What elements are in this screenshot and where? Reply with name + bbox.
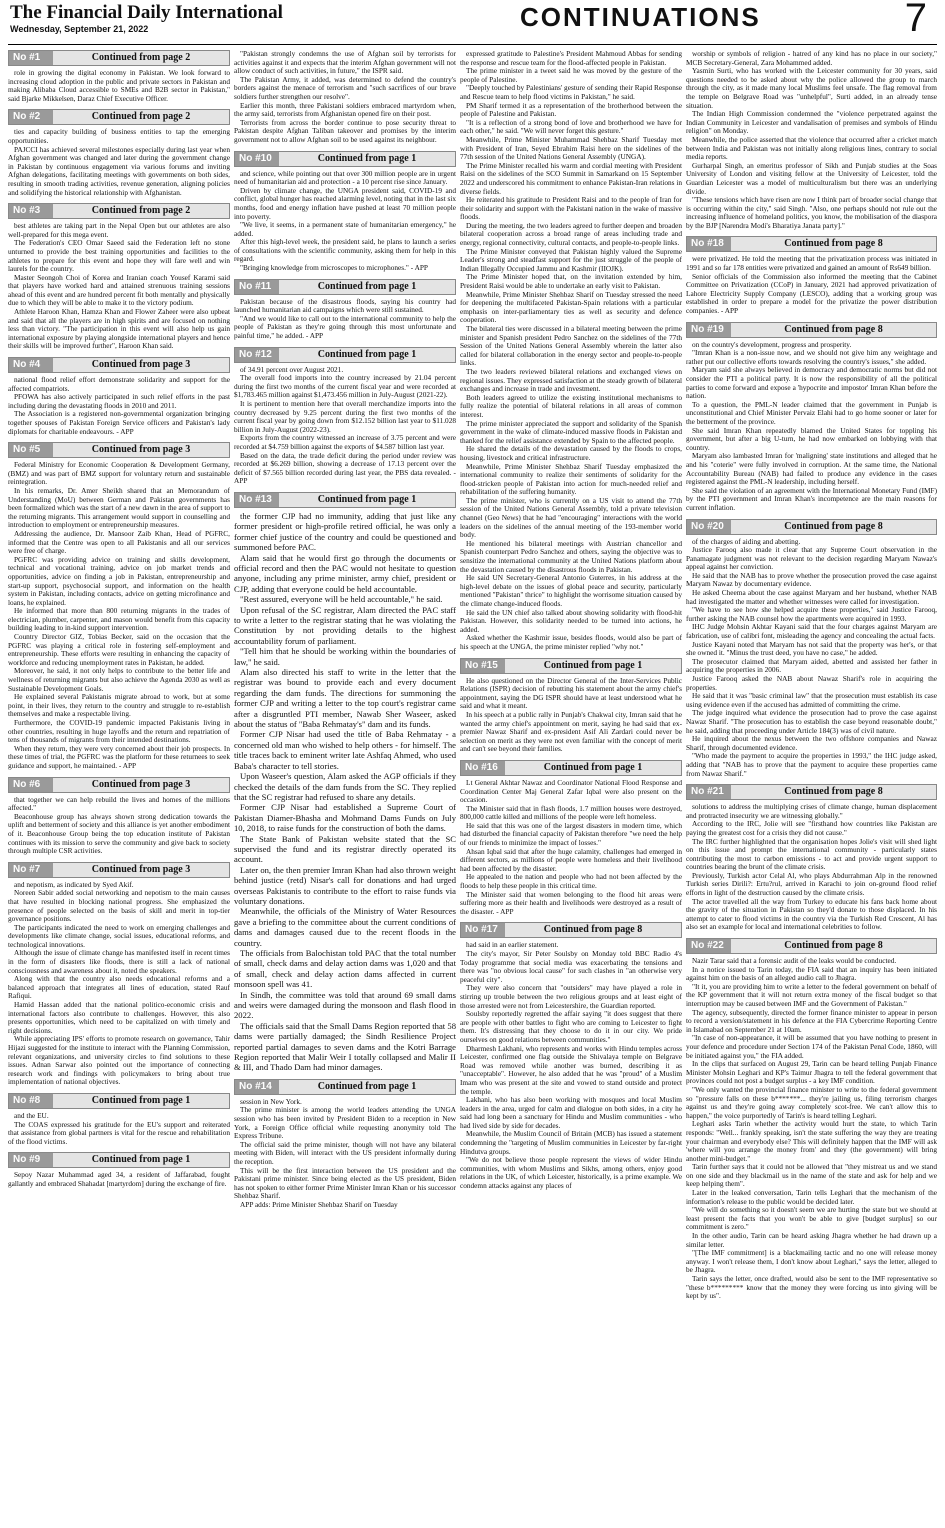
article-paragraph: Meanwhile, the officials of the Ministry of Water Resources gave a briefing to the committee about the current conditions of dams and damages caused due to the recent floods in the country. <box>234 906 456 948</box>
continuation-number: No #22 <box>687 939 731 953</box>
column-2 <box>234 50 456 1524</box>
article-paragraph: and the EU. <box>14 1110 49 1120</box>
article-paragraph: In his speech at a public rally in Punjab's Chakwal city, Imran said that he wanted the army chief's appointment on merit, saying he had said that ex-premier Nawaz Sharif and ex-president Asif Ali Zardari could never be selection on merit as they were not even familiar with the concept of merit and can't see beyond their families. <box>460 709 682 754</box>
continuation-label: Continued from page 1 <box>279 348 455 362</box>
continuation-number: No #6 <box>9 778 53 792</box>
article-paragraph: Hamid Hassan added that the national politico-economic crisis and international factors also contribute to challenges. However, this also presents opportunities, which need to be capitalized on with timely and right decisions. <box>8 1000 230 1035</box>
article-paragraph: Former CJP Nisar had used the title of Baba Rehmatay - a concerned old man who wished to help others - for himself. The title traces back to eminent writer late Ashfaq Ahmed, who used Baba's character to tell stories. <box>234 729 456 771</box>
continuation-number: No #7 <box>9 863 53 877</box>
article-paragraph: PAJCCI has achieved several milestones especially during last year when Afghan government was changed and later during the government change in Pakistan by continuous engagement via various forums and inviting Afghan delegations, facilitating meetings with governments on both sides, resulting in smooth trading activities, revenue generation, aligning policies and solidifying the historical relationship with Afghanistan. <box>8 144 230 197</box>
article-paragraph: Nazir Tarar said that a forensic audit of the leaks would be conducted. <box>692 956 897 966</box>
article-paragraph: The city's mayor, Sir Peter Soulsby on Monday told BBC Radio 4's Today programme that social media was exacerbating the tensions and there was "no obvious local cause" for such clashes in "an otherwise very peaceful city". <box>460 949 682 984</box>
article-paragraph: The IRC further highlighted that the organisation hopes Jolie's visit will shed light on this issue and prompt the international community - particularly states contributing the most to carbon emissions - to act and provide urgent support to countries bearing the brunt of the climate crisis. <box>686 836 937 872</box>
article-paragraph: "It is a reflection of a strong bond of love and brotherhood we have for each other," he said. "We will never forget this gesture." <box>460 117 682 136</box>
article-paragraph: He asked Cheema about the case against Maryam and her husband, whether NAB had investigated the matter and whether witnesses were called for investigation. <box>686 588 937 606</box>
continuation-header <box>686 322 937 338</box>
article-paragraph: He mentioned his bilateral meetings with Austrian chancellor and Spanish counterpart Pedro Sanchez and others, saying the objective was to sensitize the international community at the United Nations platform about the devastation caused by the disastrous floods in Pakistan. <box>460 538 682 574</box>
article-paragraph: It is pertinent to mention here that overall merchandize imports into the country decreased by 9.25 percent during the first two months of the current fiscal year by going down from $12.152 billion last year to $11.028 billion in July-August (2022-23). <box>234 399 456 434</box>
article-paragraph: best athletes are taking part in the Nepal Open but our athletes are also well-prepared for this mega event. <box>8 221 230 239</box>
article-paragraph: He said the UN chief also talked about showing solidarity with flood-hit Pakistan. However, this solidarity needed to be turned into actions, he added. <box>460 607 682 634</box>
continuation-article <box>234 50 456 145</box>
continuation-article <box>460 50 682 652</box>
issue-date: Wednesday, September 21, 2022 <box>10 24 149 34</box>
continuation-header <box>460 922 682 938</box>
article-paragraph: The Prime Minister conveyed that Pakistan highly valued the Supreme Leader's strong and steadfast support for the just struggle of the people of Indian Illegally Occupied Jammu and Kashmir (IIOJK). <box>460 246 682 273</box>
article-paragraph: "We do not believe those people represent the views of wider Hindu communities, with whom Muslims and Sikhs, among others, enjoy good relations in the UK, of which Leicester, historically, is a prime example. We condemn attacks against any places of <box>460 1155 682 1191</box>
article-paragraph: In his remarks, Dr. Amer Sheikh shared that an Memorandum of Understanding (MoU) between German and Pakistan governments has been formalized which was the start of a new dawn in the area of support to the returning migrants. This arrangement would support in counselling and introduction to employment or entrepreneurship measures. <box>8 485 230 530</box>
continuation-label: Continued from page 1 <box>279 493 455 507</box>
article-paragraph: The prime minister is among the world leaders attending the UNGA session who has been invited by President Biden to a reception in New York, a Foreign Office official while requesting anonymity told The Express Tribune. <box>234 1105 456 1141</box>
article-paragraph: She said the violation of an agreement with the International Monetary Fund (IMF) by the PTI government and Imran Khan's incompetence are the main reasons for current inflation. <box>686 485 937 512</box>
continuation-header <box>8 1152 230 1168</box>
article-paragraph: on the country's development, progress and prosperity. <box>692 339 852 349</box>
article-paragraph: The overall food imports into the country increased by 21.04 percent during the first two months of the current fiscal year and were recorded at $1,783.465 million against $1,473.456 million in July-August (2021-22). <box>234 373 456 400</box>
masthead <box>0 0 945 40</box>
continuation-header <box>8 203 230 219</box>
continuation-header <box>686 784 937 800</box>
continuation-article <box>8 50 230 103</box>
article-paragraph: Upon refusal of the SC registrar, Alam directed the PAC staff to write a letter to the registrar stating that he was violating the Constitution by not providing details to the highest accountability forum of parliament. <box>234 604 456 646</box>
article-paragraph: Meanwhile, the Muslim Council of Britain (MCB) has issued a statement condemning the "targeting of Muslim communities in Leicester by far-right Hindutva groups. <box>460 1129 682 1156</box>
article-paragraph: He said that this was one of the largest disasters in modern time, which had disturbed the financial capacity of Pakistan therefore "we need the help of our friends to minimize the impact of losses." <box>460 820 682 848</box>
article-paragraph: Justice Kayani noted that Maryam has not said that the property was her's, or that she owned it. "Minus the trust deed, you have no case," he added. <box>686 639 937 658</box>
continuation-header <box>460 760 682 776</box>
article-paragraph: Furthermore, the COVID-19 pandemic impacted Pakistanis living in other countries, resulting in huge layoffs and the return and repatriation of tens of thousands of migrants from their intended destinations. <box>8 718 230 745</box>
article-paragraph: Alam also directed his staff to write in the letter that the registrar was bound to provide each and every document regarding the dam funds. The directions for summoning the former CJP and writing a letter to the top court's registrar came after a disgruntled PTI member, Nawab Sher Waseer, asked about the status of "Baba Rehmatay's" dam and its funds. <box>234 667 456 730</box>
article-paragraph: Athlete Haroon Khan, Hamza Khan and Flower Zaheer were also upbeat and said that all the players are in high spirits and are focused on nothing less than victory. "The participation in this event will also help us gain international exposure by playing alongside international players and hence their skills will be improved further", Haroon Khan said. <box>8 307 230 351</box>
article-paragraph: Later on, the then premier Imran Khan had also thrown weight behind justice (retd) Nisar's call for donations and had urged overseas Pakistanis to contribute to the effort to raise funds via voluntary donations. <box>234 864 456 906</box>
article-paragraph: Along with that the country also needs educational reforms and a balanced approach that integrates all lines of education, stated Rauf Rafiqui. <box>8 974 230 1001</box>
article-paragraph: After this high-level week, the president said, he plans to launch a series of consultations with the scientific community, asking them for help in this regard. <box>234 237 456 264</box>
article-paragraph: "It it, you are providing him to write a letter to the federal government on behalf of the KP government that it will not return extra money of the fiscal budget so that interruption may be caused between IMF and the Government of Pakistan." <box>686 981 937 1008</box>
article-paragraph: "We live, it seems, in a permanent state of humanitarian emergency," he added. <box>234 220 456 238</box>
article-paragraph: The officials said that the Small Dams Region reported that 58 dams were partially damaged; the Sindh Resilience Project reported partial damages to seven dams and the Kotri Barrage Region reported that Malir Weir I totally collapsed and Malir II & III, and Thado Dam had minor damages. <box>234 1020 456 1073</box>
article-paragraph: Justice Farooq asked the NAB about Nawaz Sharif's role in acquiring the properties. <box>686 674 937 692</box>
continuation-article <box>8 203 230 351</box>
continuation-label: Continued from page 2 <box>53 51 229 65</box>
continuation-article <box>234 151 456 273</box>
continuation-article <box>686 50 937 230</box>
continuation-article <box>686 519 937 779</box>
section-title: CONTINUATIONS <box>520 2 761 32</box>
article-paragraph: and nepotism, as indicated by Syed Akif. <box>14 879 134 889</box>
continuation-article <box>686 938 937 1301</box>
article-paragraph: ties and capacity building of business entities to tap the emerging opportunities. <box>8 127 230 145</box>
continuation-header <box>8 442 230 458</box>
continuation-header <box>234 151 456 167</box>
continuation-article <box>234 279 456 341</box>
article-paragraph: expressed gratitude to Palestine's President Mahmoud Abbas for sending the response and rescue team for the flood-affected people in Pakistan. <box>460 50 682 67</box>
article-paragraph: the former CJP had no immunity, adding that just like any former president or high-profile retired official, he was only a former chief justice of the country and could be questioned and summoned before PAC. <box>234 510 456 553</box>
continuation-number: No #16 <box>461 761 505 775</box>
continuation-header <box>686 519 937 535</box>
article-paragraph: "These tensions which have risen are now I think part of broader social change that is occurring within the city," said Singh. "Also, one perhaps should not rule out the increasing influence of homeland politics, you know, the mobilisation of the diaspora by the BJP [Narendra Modi's Bharatiya Janata party]." <box>686 195 937 230</box>
continuation-label: Continued from page 1 <box>53 1153 229 1167</box>
continuation-article <box>234 347 456 486</box>
article-paragraph: He said that it was "basic criminal law" that the prosecution must establish its case using evidence even if the accused has admitted of committing the crime. <box>686 691 937 709</box>
article-paragraph: Senior officials of the Commission also informed the meeting that the Cabinet Committee on Privatization (CCoP) in January, 2021 had approved privatization of Lahore Electricity Supply Company (LESCO), adding that a working group was established in order to prepare a model for the privatize the power distribution companies. - APP <box>686 271 937 316</box>
article-paragraph: In a notice issued to Tarin today, the FIA said that an inquiry has been initiated against him on the basis of an alleged audio call to Jhagra. <box>686 964 937 983</box>
article-paragraph: Lt General Akhtar Nawaz and Coordinator National Flood Response and Coordination Center Maj General Zafar Iqbal were also present on the occasion. <box>460 777 682 805</box>
article-paragraph: solutions to address the multiplying crises of climate change, human displacement and protracted insecurity we are witnessing globally." <box>686 802 937 820</box>
article-paragraph: Moreover, he said, it not only helps to contribute to the better life and wellness of returning migrants but also achieve the Agenda 2030 as well as Sustainable Development Goals. <box>8 666 230 693</box>
continuation-number: No #11 <box>235 280 279 294</box>
continuation-label: Continued from page 3 <box>53 778 229 792</box>
page-number: 7 <box>904 0 927 40</box>
continuation-label: Continued from page 8 <box>731 785 936 799</box>
article-paragraph: The two leaders reviewed bilateral relations and exchanged views on regional issues. They expressed satisfaction at the steady growth of bilateral exchanges and increase in trade and investment. <box>460 366 682 394</box>
article-paragraph: role in growing the digital economy in Pakistan. We look forward to increasing cloud adoption in the public and private sectors in Pakistan and making Alibaba Cloud accessible to SMEs and B2B sector in Pakistan," said Bjarke Mikkelsen, Daraz Chief Executive Officer. <box>8 68 230 103</box>
article-paragraph: Tarin says the letter, once drafted, would also be sent to the IMF representative so "these b********* know that the money they were forcing us into giving will be kept by us". <box>686 1274 937 1301</box>
article-paragraph: They were also concern that "outsiders" may have played a role in stirring up trouble between the two religious groups and at least eight of those arrested were not from Leicestershire, the Guardian reported. <box>460 983 682 1010</box>
article-paragraph: He shared the details of the devastation caused by the floods to crops, housing, livestock and critical infrastructure. <box>460 444 682 462</box>
article-paragraph: Ahsan Iqbal said that after the huge calamity, challenges had emerged in different sectors, as millions of people were homeless and their livelihood had been affected by the disaster. <box>460 846 682 873</box>
continuation-number: No #19 <box>687 323 731 337</box>
continuation-label: Continued from page 8 <box>731 939 936 953</box>
continuation-header <box>8 1093 230 1109</box>
continuation-article <box>8 1152 230 1188</box>
continuation-label: Continued from page 8 <box>731 237 936 251</box>
article-paragraph: "Rest assured, everyone will be held accountable," he said. <box>240 594 443 605</box>
continuation-label: Continued from page 1 <box>279 280 455 294</box>
article-paragraph: She said Imran Khan repeatedly blamed the United States for toppling his government, but after a big U-turn, he had now embarked on lobbying with that country. <box>686 425 937 452</box>
article-paragraph: Former CJP Nisar had established a Supreme Court of Pakistan Diamer-Bhasha and Mohmand Dams Funds on July 10, 2018, to raise funds for the construction of both the dams. <box>234 802 456 834</box>
article-paragraph: Sepoy Nazar Muhammad aged 34, a resident of Jaffarabad, fought gallantly and embraced Shahadat [martyrdom] during the exchange of fire. <box>8 1170 230 1188</box>
continuation-label: Continued from page 8 <box>731 520 936 534</box>
article-paragraph: "Deeply touched by Palestinians' gesture of sending their Rapid Response and Rescue team to help flood victims in Pakistan," he said. <box>460 83 682 101</box>
continuation-number: No #4 <box>9 358 53 372</box>
article-paragraph: The State Bank of Pakistan website stated that the SC supervised the fund and its registrar directly operated its account. <box>234 833 456 865</box>
article-paragraph: Driven by climate change, the UNGA president said, COVID-19 and conflict, global hunger has reached alarming level, noting that in the last six months, food and energy inflation have pushed at least 70 million people into poverty. <box>234 185 456 221</box>
article-paragraph: The prime minister appreciated the support and solidarity of the Spanish government in the wake of climate-induced massive floods in Pakistan and thanked for the relief assistance extended by Spain to the affected people. <box>460 418 682 445</box>
article-paragraph: Leghari asks Tarin whether the activity would hurt the state, to which Tarin responds: "Well... frankly speaking, isn't the state suffering the way they are treating your chairman and everybody else? This will definitely happen that the IMF will ask 'where will you arrange the money from' and they (the government) will bring another mini-budget." <box>686 1119 937 1163</box>
article-paragraph: "Tell him that he should be working within the boundaries of law," he said. <box>234 646 456 667</box>
continuation-header <box>8 777 230 793</box>
article-paragraph: Previously, Turkish actor Celal Al, who plays Abdurrahman Alp in the renowned Turkish series Dirili?: Ertu?rul, arrived in Karachi to join on-ground flood relief efforts in light of the destruction caused by the climate crisis. <box>686 870 937 898</box>
continuation-label: Continued from page 1 <box>279 1080 455 1094</box>
article-paragraph: Although the issue of climate change has manifested itself in recent times in the form of disasters like floods, there is still a lack of national consciousness and awareness about it, noted the speakers. <box>8 948 230 975</box>
article-paragraph: of the charges of aiding and abetting. <box>692 536 801 546</box>
continuation-number: No #10 <box>235 152 279 166</box>
continuation-label: Continued from page 8 <box>731 323 936 337</box>
article-paragraph: Lakhani, who has also been working with mosques and local Muslim leaders in the area, urged for calm and dialogue on both sides, in a city he said had long been a sanctuary for Hindu and Muslim communities - who had lived side by side for decades. <box>460 1095 682 1130</box>
article-paragraph: The Indian High Commission condemned the "violence perpetrated against the Indian Community in Leicester and vandalisation of premises and symbols of Hindu religion" on Monday. <box>686 109 937 136</box>
continuation-header <box>234 347 456 363</box>
article-paragraph: Gurharpal Singh, an emeritus professor of Sikh and Punjab studies at the Soas University of London and visiting fellow at the University of Leicester, told the Guardian Leicester was a model of multiculturalism but there was an underlying divide. <box>686 160 937 196</box>
article-paragraph: Both leaders agreed to utilize the existing institutional mechanisms to fully realize the potential of bilateral relations in all areas of common interest. <box>460 392 682 419</box>
article-paragraph: "Pakistan strongly condemns the use of Afghan soil by terrorists for activities against it and expects that the interim Afghan government will not allow conduct of such activities, in future," the ISPR said. <box>234 50 456 76</box>
continuation-label: Continued from page 1 <box>505 761 681 775</box>
article-paragraph: The Minister said that women belonging to the flood hit areas were suffering more as their health and livelihoods were destroyed as a result of the disaster. - APP <box>460 889 682 916</box>
article-paragraph: The Prime Minister recalled his warm and cordial meeting with President Raisi on the sidelines of the SCO Summit in Samarkand on 15 September 2022 and underscored his commitment to enhance Pakistan-Iran relations in diverse fields. <box>460 160 682 196</box>
article-paragraph: Meanwhile, Prime Minister Shehbaz Sharif on Tuesday stressed the need for deepening the multifaceted Pakistan-Spain relations with a particular emphasis on inter-parliamentary ties as well as security and defence cooperation. <box>460 289 682 325</box>
continuation-number: No #12 <box>235 348 279 362</box>
article-paragraph: "Bringing knowledge from microscopes to microphones." - APP <box>240 263 428 273</box>
article-paragraph: The Prime Minister hoped that, on the invitation extended by him, President Raisi would be able to undertake an early visit to Pakistan. <box>460 272 682 291</box>
continuation-number: No #5 <box>9 443 53 457</box>
article-paragraph: He explained several Pakistanis migrate abroad to work, but at some point, in their lives, they return to the country and struggle to re-establish themselves and make a respectable living. <box>8 692 230 719</box>
article-paragraph: The judge inquired what evidence the prosecution had to prove the case against Nawaz Sharif. "The prosecution has to establish the case beyond reasonable doubt," he said, adding that proceeding under Article 184(3) was of civil nature. <box>686 708 937 735</box>
continuation-header <box>234 492 456 508</box>
continuation-article <box>460 922 682 1190</box>
continuation-article <box>8 777 230 856</box>
article-paragraph: Maryam also lambasted Imran for 'maligning' state institutions and alleged that he and his "coterie" were fully involved in corruption. At the same time, the National Accountability Bureau (NAB) had failed to produce any evidence in the cases registered against the PML-N leadership, including herself. <box>686 451 937 487</box>
article-paragraph: "We only wanted the provincial finance minister to write to the federal government so "pressure falls on these b*******... they're jailing us, filing terrorism charges against us and they're going away completely scot-free. We can't allow this to happen," the voice purportedly of Tarin's is heard telling Leghari. <box>686 1084 937 1120</box>
article-paragraph: Beaconhouse group has always shown strong dedication towards the uplift and betterment of society and this alliance is yet another embodiment of it. Beaconhouse Group being the top education institute of Pakistan continues with its mission to serve the community and give back to society through multiple CSR activities. <box>8 811 230 856</box>
column-3 <box>460 50 682 1524</box>
article-paragraph: Alam said that he would first go through the documents or official record and then the PAC would not hesitate to question anyone, including any prime minister, army chief, president or CJP, adding that everyone could be held accountable. <box>234 552 456 594</box>
continuation-number: No #8 <box>9 1094 53 1108</box>
article-paragraph: The Association is a registered non-governmental organization bringing together spouses of Pakistan Foreign Service officers and Pakistan's lady diplomats for charitable endeavours. - APP <box>8 409 230 436</box>
article-paragraph: The agency, subsequently, directed the former finance minister to appear in person to record a version/statement in his defence at the FIA Cybercrime Reporting Centre in Islamabad on September 21 at 10am. <box>686 1007 937 1034</box>
continuation-article <box>686 322 937 513</box>
article-paragraph: The COAS expressed his gratitude for the EU's support and reiterated that assistance from global partners is vital for the rescue and rehabilitation of the flood victims. <box>8 1119 230 1146</box>
article-paragraph: He inquired about the nexus between the two offshore companies and Nawaz Sharif, through documented evidence. <box>686 734 937 752</box>
article-paragraph: Terrorists from across the border continue to pose security threat to Pakistan despite Afghan Taliban takeover and promises by the interim government not to allow Afghan soil to be used against its neighbour. <box>234 117 456 144</box>
article-paragraph: Asked whether the Kashmir issue, besides floods, would also be part of his speech at the UNGA, the prime minister replied "why not." <box>460 633 682 651</box>
continuation-label: Continued from page 1 <box>279 152 455 166</box>
continuation-number: No #2 <box>9 110 53 124</box>
continuation-number: No #21 <box>687 785 731 799</box>
continuation-label: Continued from page 8 <box>505 923 681 937</box>
article-paragraph: The prosecutor claimed that Maryam aided, abetted and assisted her father in acquiring the properties in 2006. <box>686 656 937 675</box>
article-paragraph: of 34.91 percent over August 2021. <box>240 364 344 374</box>
article-paragraph: The prime minister, who is currently on a US visit to attend the 77th session of the United Nations General Assembly, told a private television channel (Geo News) that he had "encouraging" interactions with the world leaders on the sidelines of the annual meeting of the 193-member world body. <box>460 495 682 540</box>
continuation-label: Continued from page 3 <box>53 443 229 457</box>
article-paragraph: Later in the leaked conversation, Tarin tells Leghari that the mechanism of the information's release to the public would be decided later. <box>686 1188 937 1206</box>
article-paragraph: Addressing the audience, Dr. Mansoor Zaib Khan, Head of PGFRC, informed that the Centre was open to all Pakistanis and all our services were free of charge. <box>8 528 230 556</box>
continuation-article <box>460 760 682 917</box>
article-paragraph: had said in an earlier statement. <box>466 940 559 950</box>
column-4 <box>686 50 937 1524</box>
article-paragraph: He appealed to the nation and people who had not been affected by the floods to help these people in this critical time. <box>460 872 682 891</box>
article-paragraph: Maryam said she always believed in democracy and democratic norms but did not consider the PTI a political party. It is now the responsibility of all the political parties to come forward and expose a 'hypocrite and impostor' Imran Khan before the nation. <box>686 365 937 401</box>
continuation-number: No #17 <box>461 923 505 937</box>
article-paragraph: In the clips that surfaced on August 29, Tarin can be heard telling Punjab Finance Minister Mohsin Leghari and KP's Taimur Jhagra to tell the federal government that provinces could not post a budget surplus - a key IMF condition. <box>686 1059 937 1086</box>
article-paragraph: Meanwhile, Prime Minister Muhammad Shehbaz Sharif Tuesday met with President of Iran, Seyed Ebrahim Raisi here on the sidelines of the 77th session of the United Nations General Assembly (UNGA). <box>460 134 682 162</box>
continuation-number: No #18 <box>687 237 731 251</box>
article-paragraph: The Pakistan Army, it added, was determined to defend the country's borders against the menace of terrorism and "such sacrifices of our brave soldiers further strengthen our resolve". <box>234 74 456 101</box>
article-paragraph: Earlier this month, three Pakistani soldiers embraced martyrdom when, the army said, terrorists from Afghanistan opened fire on their post. <box>234 100 456 119</box>
continuation-article <box>686 236 937 315</box>
article-paragraph: Country Director GIZ, Tobias Becker, said on the occasion that the PGFRC was playing a critical role in fostering self-employment and entrepreneurship. These efforts were resulting in enhancing the capacity of workforce and reducing unemployment rates in Pakistan, he added. <box>8 632 230 667</box>
article-paragraph: Upon Waseer's question, Alam asked the AGP officials if they checked the details of the dam funds from the SC. They replied that the SC registrar had refused to share any details. <box>234 771 456 802</box>
article-paragraph: The actor travelled all the way from Turkey to educate his fans back home about the gravity of the situation in Pakistan so they'd donate to those displaced. In his attempt to cater to flood victims in the country via the Turkish Red Crescent, Al has also set an example for local and international celebrities to follow. <box>686 896 937 932</box>
article-paragraph: The Federation's CEO Omar Saeed said the Federation left no stone unturned to provide the best training opportunities and facilities to the athletes to prepare for this event and hope they will fare well and win laurels for the country. <box>8 238 230 274</box>
article-paragraph: "[The IMF commitment] is a blackmailing tactic and no one will release money anyway. I won't release them, I don't know about Leghari," says the letter, alleged to be Jhagra. <box>686 1248 937 1275</box>
continuation-label: Continued from page 1 <box>53 1094 229 1108</box>
continuation-number: No #3 <box>9 204 53 218</box>
article-paragraph: To a question, the PML-N leader claimed that the government in Punjab is unconstitutional and Chief Minister Pervaiz Elahi had to go home sooner or later for the betterment of the province. <box>686 399 937 426</box>
continuation-article <box>8 442 230 770</box>
article-paragraph: Master Seongoh Choi of Korea and Iranian coach Yousef Karami said that players have worked hard and attained strenuous training sessions ahead of this event and are hundred percent fit both mentally and physically due to which they will be able to make it to the victory podium. <box>8 272 230 308</box>
article-paragraph: In the other audio, Tarin can be heard asking Jhagra whether he had drawn up a similar letter. <box>686 1231 937 1249</box>
continuation-label: Continued from page 3 <box>53 863 229 877</box>
article-paragraph: Federal Ministry for Economic Cooperation & Development Germany, (BMZ) and was part of BMZ support for voluntary return and sustainable reintegration. <box>8 460 230 487</box>
continuation-number: No #15 <box>461 659 505 673</box>
article-paragraph: "And we would like to call out to the international community to help the people of Pakistan as they're going through this most unfortunate and painful time," he added. - APP <box>234 313 456 341</box>
article-paragraph: session in New York. <box>240 1096 302 1106</box>
article-paragraph: Soulsby reportedly regretted the affair saying "it does suggest that there are people with other battles to fight who are coming to Leicester to fight them. It's distressing that they choose to do it in our city. We pride ourselves on good relations between communities." <box>460 1009 682 1044</box>
continuation-header <box>234 1079 456 1095</box>
article-paragraph: Meanwhile, the police asserted that the violence that occurred after a cricket match between India and Pakistan was not initially along religious lines, contrary to social media reports. <box>686 134 937 162</box>
continuation-article <box>8 109 230 197</box>
continuation-header <box>460 658 682 674</box>
article-paragraph: PM Sharif termed it as a representation of the brotherhood between the people of Palestine and Pakistan. <box>460 100 682 119</box>
continuation-label: Continued from page 1 <box>505 659 681 673</box>
continuation-article <box>460 658 682 754</box>
article-paragraph: He said UN Secretary-General Antonio Guterres, in his address at the high-level debate on the issues of global peace and security, particularly mentioned "Pakistan" thrice" to highlight the worrisome situation caused by the climate change-induced floods. <box>460 573 682 608</box>
article-paragraph: In Sindh, the committee was told that around 69 small dams and weirs were damaged during the monsoon and flash flood in 2022. <box>234 989 456 1021</box>
continuation-number: No #13 <box>235 493 279 507</box>
article-paragraph: "Imran Khan is a non-issue now, and we should not give him any weightage and rather put our collective efforts towards resolving the country's issues," she added. <box>686 348 937 366</box>
article-paragraph: "In case of non-appearance, it will be assumed that you have nothing to present in your defence and procedure under Section 174 of the Pakistan Penal Code, 1860, will be initiated against you," the FIA added. <box>686 1033 937 1060</box>
article-paragraph: This will be the first interaction between the US president and the Pakistani prime minister. Since being elected as the US president, Biden has not spoken to either former Prime Minister Imran Khan or his successor Shehbaz Sharif. <box>234 1165 456 1201</box>
article-paragraph: national flood relief effort demonstrate solidarity and support for the affected compatriots. <box>8 375 230 393</box>
continuation-label: Continued from page 2 <box>53 204 229 218</box>
continuation-article <box>234 1079 456 1210</box>
column-1 <box>8 50 230 1524</box>
article-paragraph: He said that the NAB has to prove whether the prosecution proved the case against Maryam Nawaz by documentary evidence. <box>686 570 937 589</box>
continuation-header <box>8 862 230 878</box>
article-paragraph: The official said the prime minister, though will not have any bilateral meeting with Biden, will interact with the US president informally during the reception. <box>234 1139 456 1167</box>
article-paragraph: He also questioned on the Director General of the Inter-Services Public Relations (ISPR) decision of rebutting his statement about the army chief's appointment, saying the DG ISPR should have at least understood what he said and what it meant. <box>460 675 682 711</box>
article-paragraph: Noreen Sabir added social networking and nepotism to the main causes that have resulted in blocking national progress. She emphasized the presence of people selected on the basis of skill and merit in top-tier governance positions. <box>8 888 230 924</box>
continuation-number: No #1 <box>9 51 53 65</box>
article-paragraph: The bilateral ties were discussed in a bilateral meeting between the prime minister and Spanish president Pedro Sanchez on the sidelines of the 77th Session of the United Nations General Assembly wherein the latter also called for bilateral collaboration in the energy sector and people-to-people links. <box>460 324 682 368</box>
article-paragraph: While appreciating IPS' efforts to promote research on governance, Tahir Hijazi suggested for the institute to interact with the Planning Commission, relevant organizations, and university circles to find solutions to these issues. Adnan Sarwar also pointed out the importance of connecting research work and findings with policymakers to bring about true implementation of national objectives. <box>8 1034 230 1087</box>
article-paragraph: Justice Farooq also made it clear that any Supreme Court observation in the Panamagate judgment was not relevant to the decision regarding Maryam Nawaz's appeal against her conviction. <box>686 545 937 572</box>
article-paragraph: The participants indicated the need to work on emerging challenges and developments like climate change, social issues, educational reforms, and technological innovations. <box>8 922 230 949</box>
continuation-article <box>8 357 230 436</box>
continuation-label: Continued from page 2 <box>53 110 229 124</box>
article-paragraph: APP adds: Prime Minister Shehbaz Sharif on Tuesday <box>240 1200 398 1209</box>
continuation-header <box>8 109 230 125</box>
continuation-header <box>234 279 456 295</box>
article-paragraph: He informed that more than 800 returning migrants in the trades of electrician, plumber, carpenter, and mason would benefit from this capacity building leading to in-kind support intervention. <box>8 606 230 633</box>
continuation-header <box>8 357 230 373</box>
continuation-number: No #14 <box>235 1080 279 1094</box>
article-paragraph: The officials from Balochistan told PAC that the total number of small, check dams and delay action dams was 1,020 and that of small, check and delay action dams affected in current monsoon spell was 41. <box>234 948 456 990</box>
continuation-article <box>8 862 230 1087</box>
article-paragraph: worship or symbols of religion - hatred of any kind has no place in our society," MCB Secretary-General, Zara Mohammed added. <box>686 50 937 67</box>
article-paragraph: "We have to see how she helped acquire these properties," said Justice Farooq, further asking the NAB counsel how the apartments were acquired in 1993. <box>686 605 937 623</box>
article-paragraph: Tarin further says that it could not be allowed that "they mistreat us and we stand on one side and they blackmail us in the name of the state and ask for help and we keep helping them". <box>686 1162 937 1189</box>
article-paragraph: Pakistan because of the disastrous floods, saying his country had launched humanitarian aid campaigns which were still sustained. <box>234 296 456 315</box>
article-paragraph: During the meeting, the two leaders agreed to further deepen and broaden bilateral cooperation across a broad range of areas including trade and energy, regional connectivity, cultural contacts, and people-to-people links. <box>460 220 682 248</box>
article-paragraph: He reiterated his gratitude to President Raisi and to the people of Iran for their solidarity and support with the Pakistani nation in the wake of massive floods. <box>460 195 682 222</box>
article-paragraph: The Minister said that in flash floods, 1.7 million houses were destroyed, 800,000 cattle killed and millions of the people were left homeless. <box>460 803 682 822</box>
article-paragraph: IHC Judge Mohsin Akhtar Kayani said that the four charges against Maryam are fabrication, use of calibri font, misleading the agency and concealing the actual facts. <box>686 622 937 641</box>
header-rule <box>8 44 937 45</box>
article-paragraph: The prime minister in a tweet said he was moved by the gesture of the people of Palestine. <box>460 66 682 84</box>
article-paragraph: and science, while pointing out that over 300 million people are in urgent need of humanitarian aid and protection - a 10 percent rise since January. <box>234 168 456 187</box>
article-paragraph: "We will do something so it doesn't seem we are hurting the state but we should at least present the facts that you won't be able to give [budget surplus] so our commitment is zero." <box>686 1205 937 1232</box>
article-paragraph: Dharmesh Lakhani, who represents and works with Hindu temples across Leicester, confirmed one flag outside the Shivalaya temple on Belgrave Road was removed while another was burned, describing it as "unacceptable". However, he also added that he was "proud" of a Muslim Imam who was present at the site and vowed to stand outside and protect the temple. <box>460 1043 682 1096</box>
continuation-number: No #20 <box>687 520 731 534</box>
continuation-header <box>686 938 937 954</box>
article-paragraph: Based on the data, the trade deficit during the period under review was recorded at $6.269 billion, showing a decrease of 17.13 percent over the deficit of $7.565 billion recorded during last year, the PBS data revealed. - APP <box>234 450 456 486</box>
continuation-header <box>686 236 937 252</box>
article-paragraph: Yasmin Surti, who has worked with the Leicester community for 30 years, said questions needed to be asked about why the police allowed the group to march through the city, as it made many local Muslims feel unsafe. The flag removal from the temple on Belgrave Road was "unhelpful", Surti added, in an already tense situation. <box>686 66 937 110</box>
continuation-article <box>234 492 456 1073</box>
continuation-label: Continued from page 3 <box>53 358 229 372</box>
article-paragraph: that together we can help rebuild the lives and homes of the millions affected." <box>8 794 230 813</box>
article-paragraph: Exports from the country witnessed an increase of 3.75 percent and were recorded at $4.759 billion against the exports of $4.587 billion last year. <box>234 433 456 451</box>
article-paragraph: "Who made the payment to acquire the properties in 1993," the IHC judge asked, adding that "NAB has to prove that the payment to acquire these properties came from Nawaz Sharif." <box>686 751 937 778</box>
article-paragraph: PGFRC was providing advice on training and skills development, technical and vocational training, advice on job market trends and opportunities, advice on finding a job in Pakistan, entrepreneurship and start-up support, psychosocial support, and information on the health system in Pakistan, including contacts, advice on getting microfinance and loans, he explained. <box>8 554 230 607</box>
article-paragraph: PFOWA has also actively participated in such relief efforts in the past including during the devastating floods in 2010 and 2011. <box>8 392 230 410</box>
article-paragraph: were privatized. He told the meeting that the privatization process was initiated in 1991 and so far 178 entities were privatized and gained an amount of Rs649 billion. <box>686 254 937 273</box>
continuation-article <box>8 1093 230 1146</box>
continuation-number: No #9 <box>9 1153 53 1167</box>
continuation-header <box>8 50 230 66</box>
article-paragraph: Meanwhile, Prime Minister Shehbaz Sharif Tuesday emphasized the international community to realize their sentiments of solidarity for the flood-stricken people of Pakistan into action for much-needed relief and rehabilitation of the suffering humanity. <box>460 461 682 497</box>
article-paragraph: According to the IRC, Jolie will see "firsthand how countries like Pakistan are paying the greatest cost for a crisis they did not cause." <box>686 819 937 837</box>
continuation-article <box>686 784 937 932</box>
article-paragraph: When they return, they were very concerned about their job prospects. In these times of trial, the PGFRC was the platform for these returnees to seek guidance and support, he maintained. - APP <box>8 743 230 770</box>
newspaper-title: The Financial Daily International <box>10 2 283 23</box>
